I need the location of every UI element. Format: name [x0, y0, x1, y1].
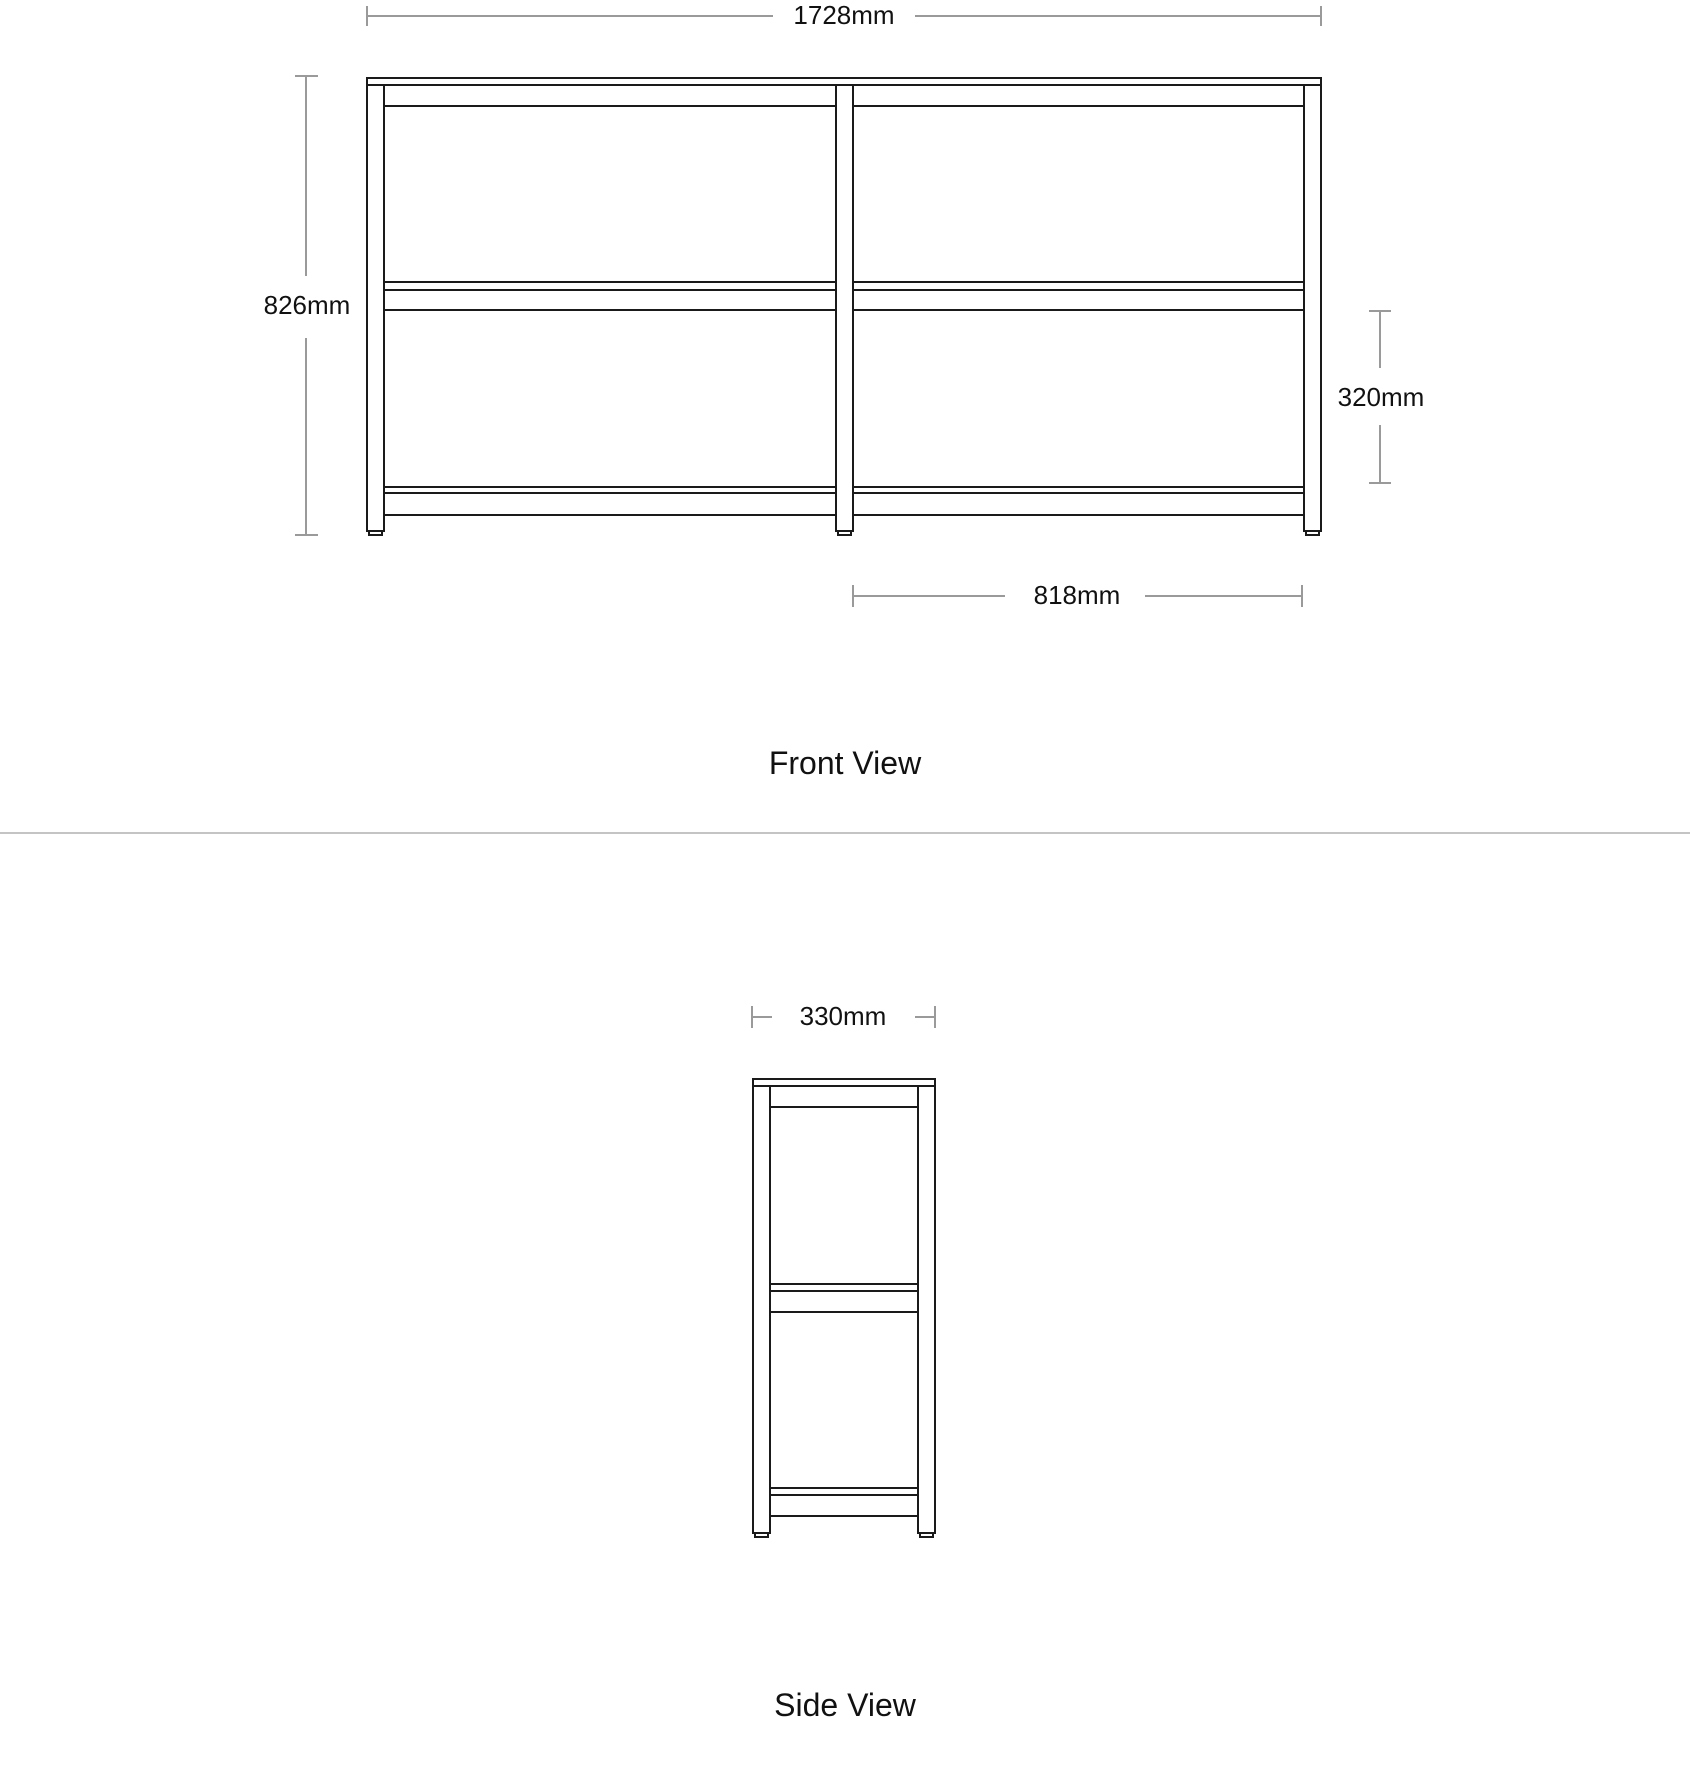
front-shelving-unit — [367, 78, 1321, 535]
overall-height-dimension — [264, 76, 351, 535]
front-post — [753, 1086, 770, 1533]
foot — [1306, 531, 1319, 535]
overall-width-label: 1728mm — [793, 0, 895, 30]
middle-shelf-left — [384, 282, 836, 310]
top-rail — [770, 1086, 918, 1107]
shelf-spacing-label: 320mm — [1337, 382, 1425, 412]
front-view-caption: Front View — [768, 745, 922, 781]
top-board — [367, 78, 1321, 85]
front-view — [264, 0, 1425, 781]
bottom-shelf — [770, 1488, 918, 1516]
overall-height-label: 826mm — [263, 290, 351, 320]
bay-width-dimension — [853, 580, 1302, 610]
bottom-shelf-left — [384, 487, 836, 515]
depth-label: 330mm — [799, 1001, 887, 1031]
foot — [755, 1533, 768, 1537]
side-view-caption: Side View — [774, 1687, 916, 1723]
top-board — [753, 1079, 935, 1086]
top-rail-right — [853, 85, 1304, 106]
overall-width-dimension — [367, 0, 1321, 30]
bottom-shelf-right — [853, 487, 1304, 515]
side-view — [752, 1001, 935, 1723]
foot — [920, 1533, 933, 1537]
middle-shelf-right — [853, 282, 1304, 310]
side-shelving-unit — [753, 1079, 935, 1537]
foot — [838, 531, 851, 535]
top-rail-left — [384, 85, 836, 106]
depth-dimension — [752, 1001, 935, 1031]
middle-shelf — [770, 1284, 918, 1312]
shelf-spacing-dimension — [1338, 311, 1425, 483]
left-post — [367, 85, 384, 531]
bay-width-label: 818mm — [1033, 580, 1121, 610]
back-post — [918, 1086, 935, 1533]
foot — [369, 531, 382, 535]
right-post — [1304, 85, 1321, 531]
center-post — [836, 85, 853, 531]
